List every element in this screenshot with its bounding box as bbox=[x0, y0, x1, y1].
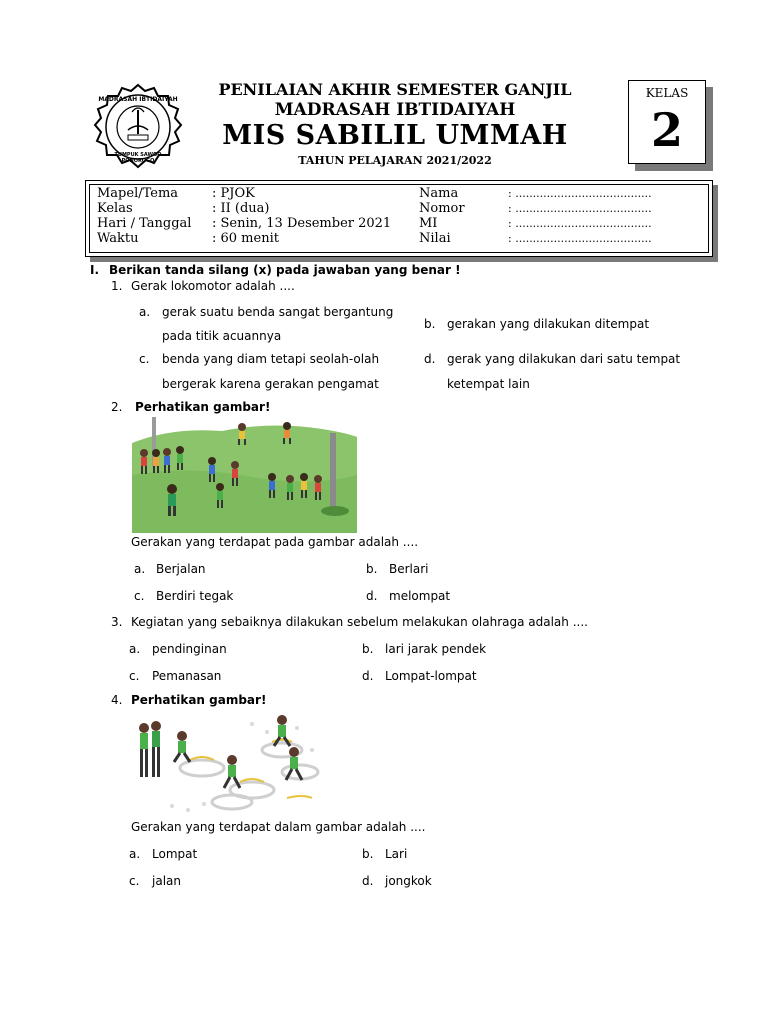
q1-number: 1. bbox=[111, 279, 123, 293]
academic-year: TAHUN PELAJARAN 2021/2022 bbox=[298, 154, 492, 167]
q2-option-d[interactable]: melompat bbox=[389, 589, 451, 603]
q2-option-a[interactable]: Berjalan bbox=[156, 562, 206, 576]
student-info-box bbox=[85, 180, 713, 257]
info-value-hari: : Senin, 13 Desember 2021 bbox=[212, 216, 392, 231]
q2-option-b-letter[interactable]: b. bbox=[366, 562, 378, 576]
q4-title: Perhatikan gambar! bbox=[131, 693, 267, 707]
kelas-label: KELAS bbox=[645, 86, 689, 100]
info-field-nomor[interactable]: : ....................................... bbox=[508, 202, 652, 215]
q3-option-d[interactable]: Lompat-lompat bbox=[385, 669, 477, 683]
q3-option-b[interactable]: lari jarak pendek bbox=[385, 642, 487, 656]
q4-option-d[interactable]: jongkok bbox=[385, 874, 432, 888]
kelas-box bbox=[628, 80, 706, 164]
section-number: I. bbox=[90, 263, 100, 277]
q3-number: 3. bbox=[111, 615, 123, 629]
q2-option-b[interactable]: Berlari bbox=[389, 562, 429, 576]
q3-option-a[interactable]: pendinginan bbox=[152, 642, 227, 656]
q2-option-c-letter[interactable]: c. bbox=[134, 589, 145, 603]
q4-option-c[interactable]: jalan bbox=[152, 874, 181, 888]
q1-text: Gerak lokomotor adalah .... bbox=[131, 279, 295, 293]
children-jumping-illustration bbox=[132, 710, 327, 818]
q1-option-a-letter[interactable]: a. bbox=[139, 305, 151, 319]
q2-option-c[interactable]: Berdiri tegak bbox=[156, 589, 234, 603]
school-logo bbox=[92, 82, 184, 174]
info-field-nilai[interactable]: : ....................................... bbox=[508, 232, 652, 245]
info-label-mapel: Mapel/Tema bbox=[97, 186, 179, 201]
q1-option-a-line1[interactable]: gerak suatu benda sangat bergantung bbox=[162, 305, 394, 319]
q2-option-d-letter[interactable]: d. bbox=[366, 589, 378, 603]
info-value-mapel: : PJOK bbox=[212, 186, 255, 201]
info-value-waktu: : 60 menit bbox=[212, 231, 279, 246]
info-label-kelas: Kelas bbox=[97, 201, 133, 216]
q3-option-c-letter[interactable]: c. bbox=[129, 669, 140, 683]
q1-option-d-letter[interactable]: d. bbox=[424, 352, 436, 366]
school-name: MIS SABILIL UMMAH bbox=[222, 120, 568, 151]
info-value-kelas: : II (dua) bbox=[212, 201, 270, 216]
q2-number: 2. bbox=[111, 400, 123, 414]
q3-option-a-letter[interactable]: a. bbox=[129, 642, 141, 656]
q4-option-b[interactable]: Lari bbox=[385, 847, 408, 861]
q1-option-d-line1[interactable]: gerak yang dilakukan dari satu tempat bbox=[447, 352, 681, 366]
q1-option-c-line2[interactable]: bergerak karena gerakan pengamat bbox=[162, 377, 379, 391]
section-instruction: Berikan tanda silang (x) pada jawaban yang benar ! bbox=[109, 263, 461, 277]
info-label-nama: Nama bbox=[419, 186, 459, 201]
logo-text-top: MADRASAH IBTIDAIYAH bbox=[98, 96, 178, 103]
q3-text: Kegiatan yang sebaiknya dilakukan sebelum melakukan olahraga adalah .... bbox=[131, 615, 588, 629]
info-label-mi: MI bbox=[419, 216, 438, 231]
info-label-nomor: Nomor bbox=[419, 201, 465, 216]
q2-title: Perhatikan gambar! bbox=[135, 400, 271, 414]
logo-text-bottom: TUMPUK SAWOO PONOROGO bbox=[114, 152, 162, 164]
q2-text: Gerakan yang terdapat pada gambar adalah .... bbox=[131, 535, 419, 549]
q4-option-d-letter[interactable]: d. bbox=[362, 874, 374, 888]
kelas-number: 2 bbox=[650, 103, 683, 157]
q1-option-b-line1[interactable]: gerakan yang dilakukan ditempat bbox=[447, 317, 650, 331]
q4-number: 4. bbox=[111, 693, 123, 707]
school-type: MADRASAH IBTIDAIYAH bbox=[274, 100, 516, 120]
q1-option-d-line2[interactable]: ketempat lain bbox=[447, 377, 530, 391]
q4-option-b-letter[interactable]: b. bbox=[362, 847, 374, 861]
q1-option-a-line2[interactable]: pada titik acuannya bbox=[162, 329, 282, 343]
info-label-waktu: Waktu bbox=[97, 231, 139, 246]
q1-option-c-letter[interactable]: c. bbox=[139, 352, 150, 366]
info-label-hari: Hari / Tanggal bbox=[97, 216, 192, 231]
q4-option-a[interactable]: Lompat bbox=[152, 847, 198, 861]
children-running-illustration bbox=[132, 415, 357, 533]
q3-option-b-letter[interactable]: b. bbox=[362, 642, 374, 656]
q3-option-d-letter[interactable]: d. bbox=[362, 669, 374, 683]
q1-option-c-line1[interactable]: benda yang diam tetapi seolah-olah bbox=[162, 352, 380, 366]
info-field-nama[interactable]: : ....................................... bbox=[508, 187, 652, 200]
q4-text: Gerakan yang terdapat dalam gambar adalah .... bbox=[131, 820, 426, 834]
q3-option-c[interactable]: Pemanasan bbox=[152, 669, 222, 683]
exam-title: PENILAIAN AKHIR SEMESTER GANJIL bbox=[218, 80, 572, 99]
info-label-nilai: Nilai bbox=[419, 231, 451, 246]
q4-option-c-letter[interactable]: c. bbox=[129, 874, 140, 888]
q4-option-a-letter[interactable]: a. bbox=[129, 847, 141, 861]
info-field-mi[interactable]: : ....................................... bbox=[508, 217, 652, 230]
q2-option-a-letter[interactable]: a. bbox=[134, 562, 146, 576]
info-inner-border bbox=[89, 184, 709, 253]
q1-option-b-letter[interactable]: b. bbox=[424, 317, 436, 331]
